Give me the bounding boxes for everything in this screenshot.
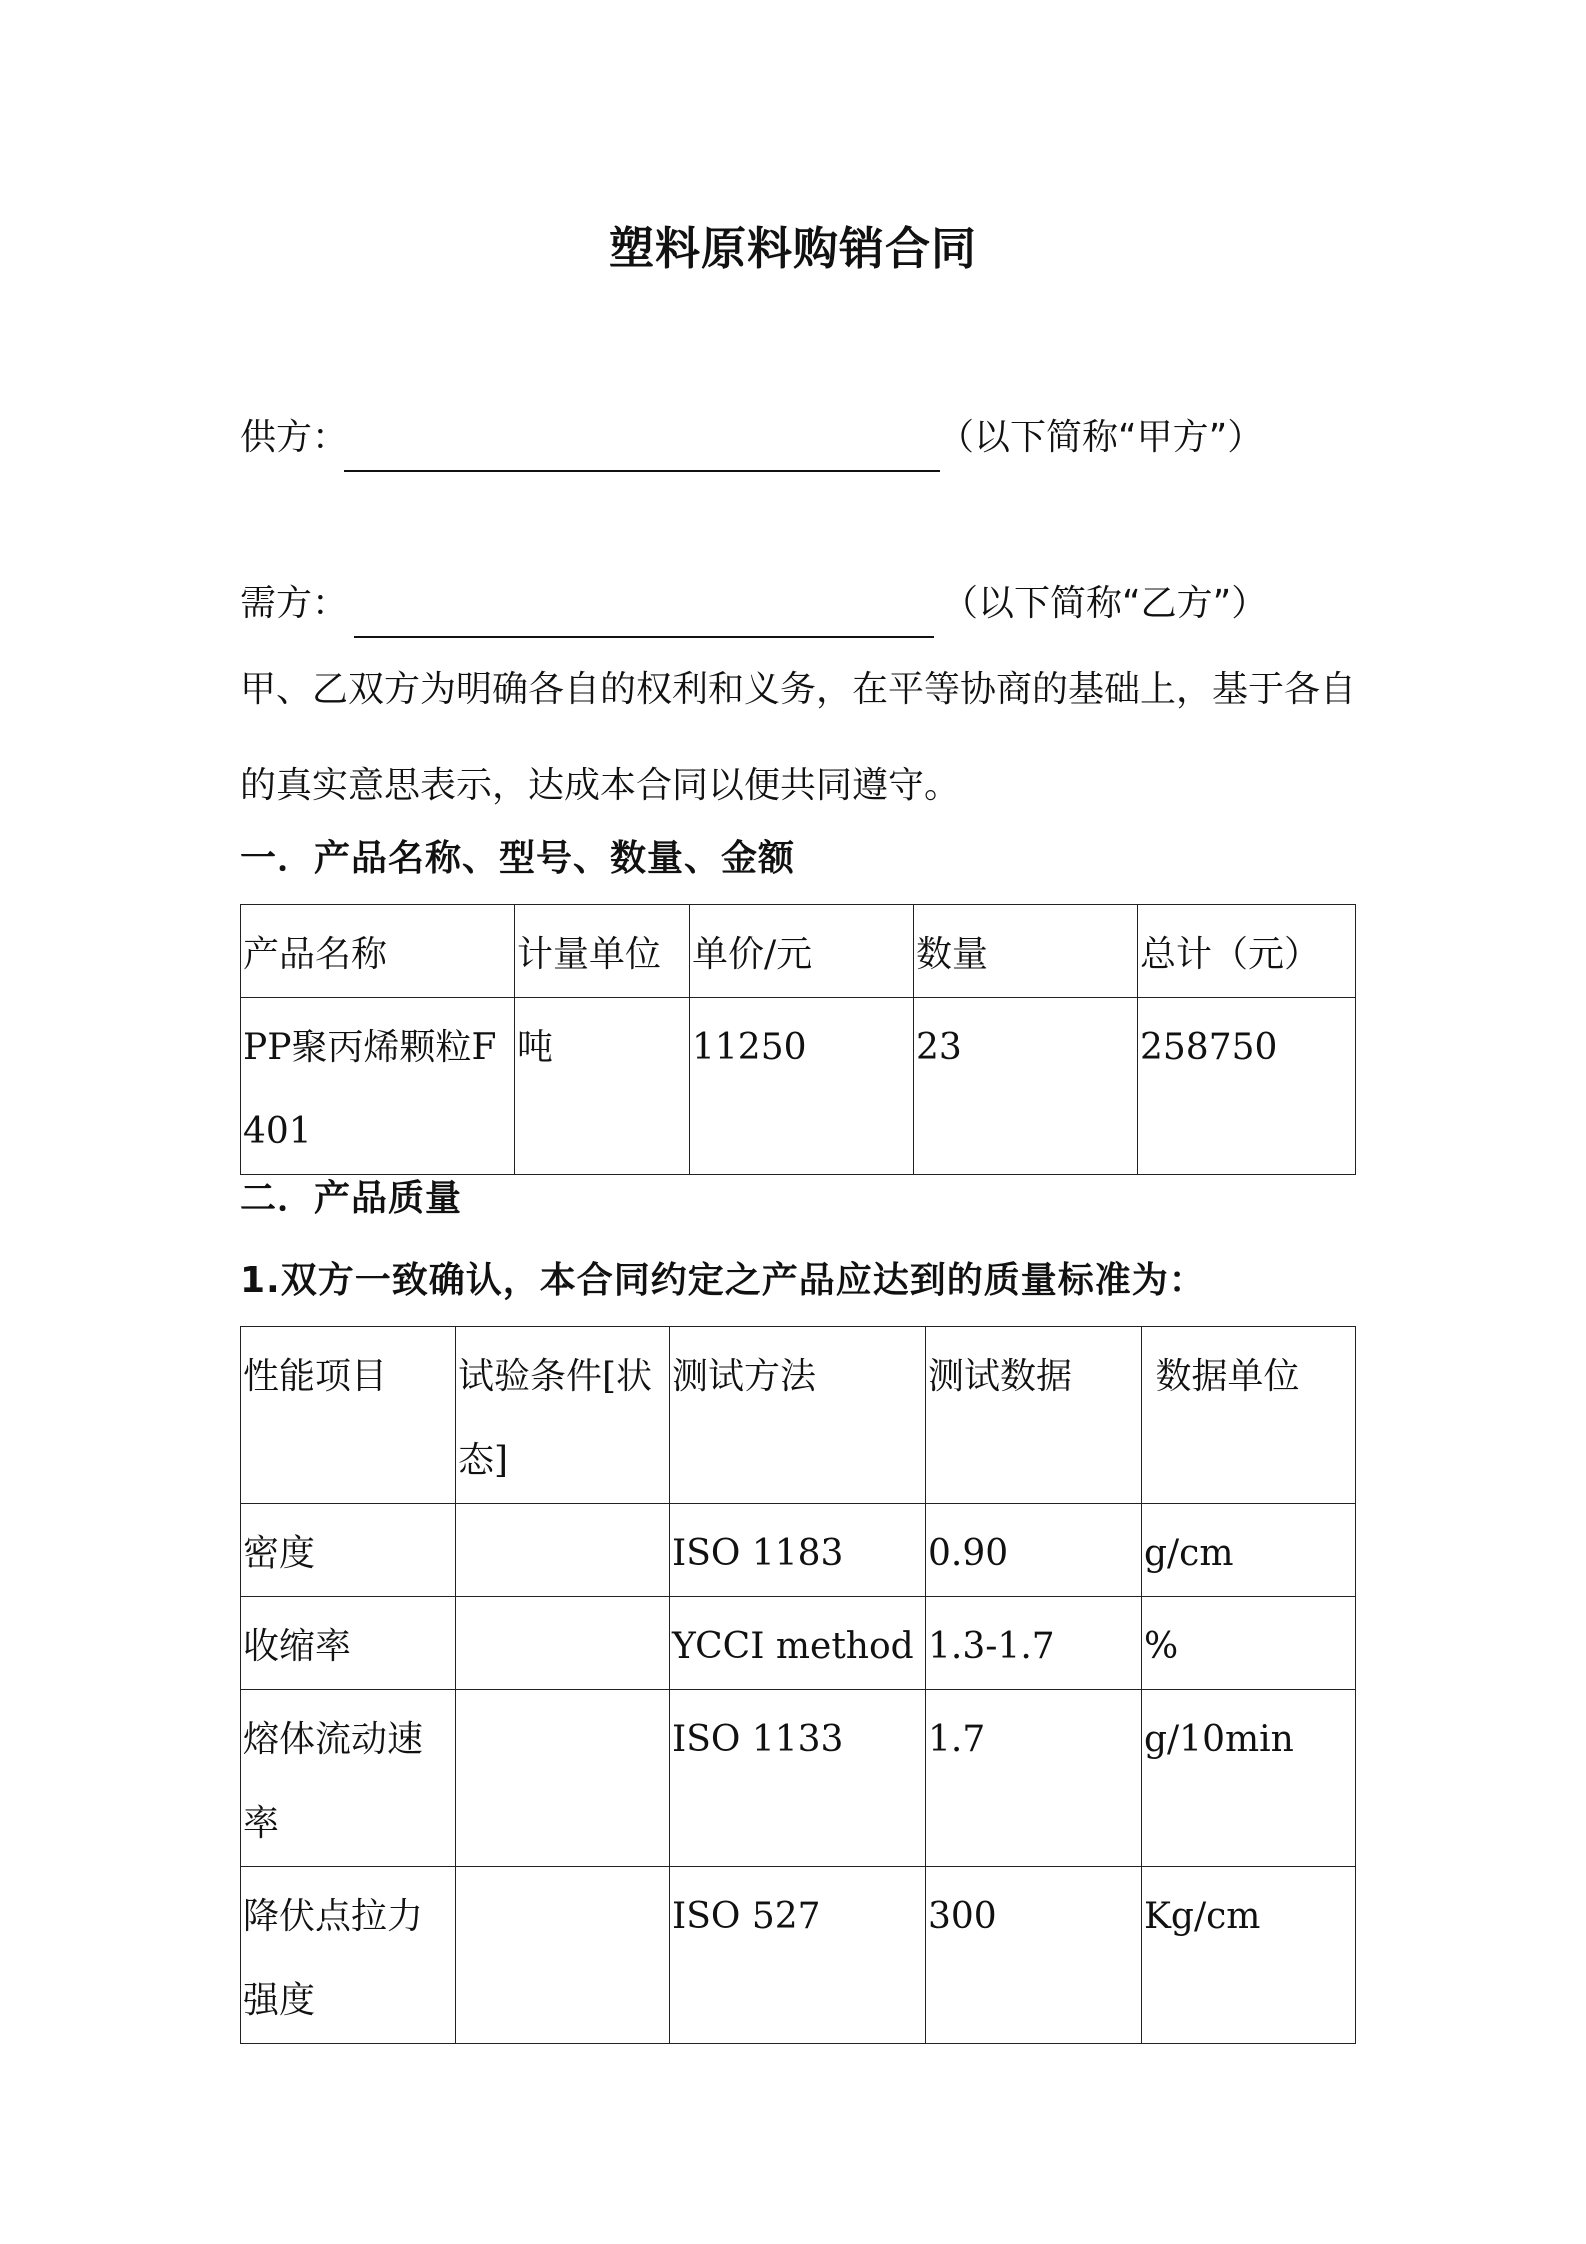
buyer-note: （以下简称“乙方”）: [942, 583, 1268, 624]
table-row: [241, 1690, 1356, 1867]
document-title: 塑料原料购销合同: [608, 222, 977, 275]
quality-standard-subheading: 1.双方一致确认，本合同约定之产品应达到的质量标准为：: [240, 1260, 1206, 1301]
header-cell: 数量: [914, 905, 1138, 998]
header-cell: 总计（元）: [1138, 905, 1356, 998]
condition-cell: [456, 1690, 670, 1867]
value-cell: 0.90: [926, 1504, 1142, 1597]
header-cell: 单价/元: [690, 905, 914, 998]
buyer-label: 需方：: [240, 583, 349, 624]
property-cell: 密度: [241, 1504, 456, 1597]
table-row: [241, 1597, 1356, 1690]
quality-table: [240, 1326, 1356, 2044]
buyer-blank-field[interactable]: [354, 574, 934, 638]
header-cell: 测试数据: [926, 1327, 1142, 1504]
product-table-header-row: [241, 905, 1356, 998]
condition-cell: [456, 1867, 670, 2044]
section1-heading: 一．产品名称、型号、数量、金额: [240, 838, 796, 879]
supplier-blank-field[interactable]: [344, 408, 940, 472]
method-cell: ISO 1183: [670, 1504, 926, 1597]
header-cell: 产品名称: [241, 905, 515, 998]
value-cell: 1.3-1.7: [926, 1597, 1142, 1690]
header-cell: 性能项目: [241, 1327, 456, 1504]
value-cell: 1.7: [926, 1690, 1142, 1867]
method-cell: YCCI method: [670, 1597, 926, 1690]
unit-cell: 吨: [515, 998, 690, 1175]
header-cell: 计量单位: [515, 905, 690, 998]
quantity-cell: 23: [914, 998, 1138, 1175]
unit-price-cell: 11250: [690, 998, 914, 1175]
condition-cell: [456, 1504, 670, 1597]
supplier-label: 供方：: [240, 417, 349, 458]
unit-cell: g/cm: [1142, 1504, 1356, 1597]
property-cell: 降伏点拉力强度: [241, 1867, 456, 2044]
unit-cell: g/10min: [1142, 1690, 1356, 1867]
intro-paragraph: 甲、乙双方为明确各自的权利和义务，在平等协商的基础上，基于各自的真实意思表示，达成本合同以便共同遵守。: [240, 669, 1357, 806]
condition-cell: [456, 1597, 670, 1690]
table-row: [241, 1504, 1356, 1597]
quality-table-header-row: [241, 1327, 1356, 1504]
value-cell: 300: [926, 1867, 1142, 2044]
product-table: [240, 904, 1356, 1175]
header-cell: 测试方法: [670, 1327, 926, 1504]
property-cell: 收缩率: [241, 1597, 456, 1690]
total-cell: 258750: [1138, 998, 1356, 1175]
method-cell: ISO 1133: [670, 1690, 926, 1867]
unit-cell: %: [1142, 1597, 1356, 1690]
product-name-cell: PP聚丙烯颗粒F401: [241, 998, 515, 1175]
property-cell: 熔体流动速率: [241, 1690, 456, 1867]
table-row: [241, 998, 1356, 1175]
supplier-note: （以下简称“甲方”）: [938, 417, 1264, 458]
header-cell: 试验条件[状态]: [456, 1327, 670, 1504]
method-cell: ISO 527: [670, 1867, 926, 2044]
table-row: [241, 1867, 1356, 2044]
header-cell: 数据单位: [1142, 1327, 1356, 1504]
unit-cell: Kg/cm: [1142, 1867, 1356, 2044]
section2-heading: 二．产品质量: [240, 1178, 463, 1219]
